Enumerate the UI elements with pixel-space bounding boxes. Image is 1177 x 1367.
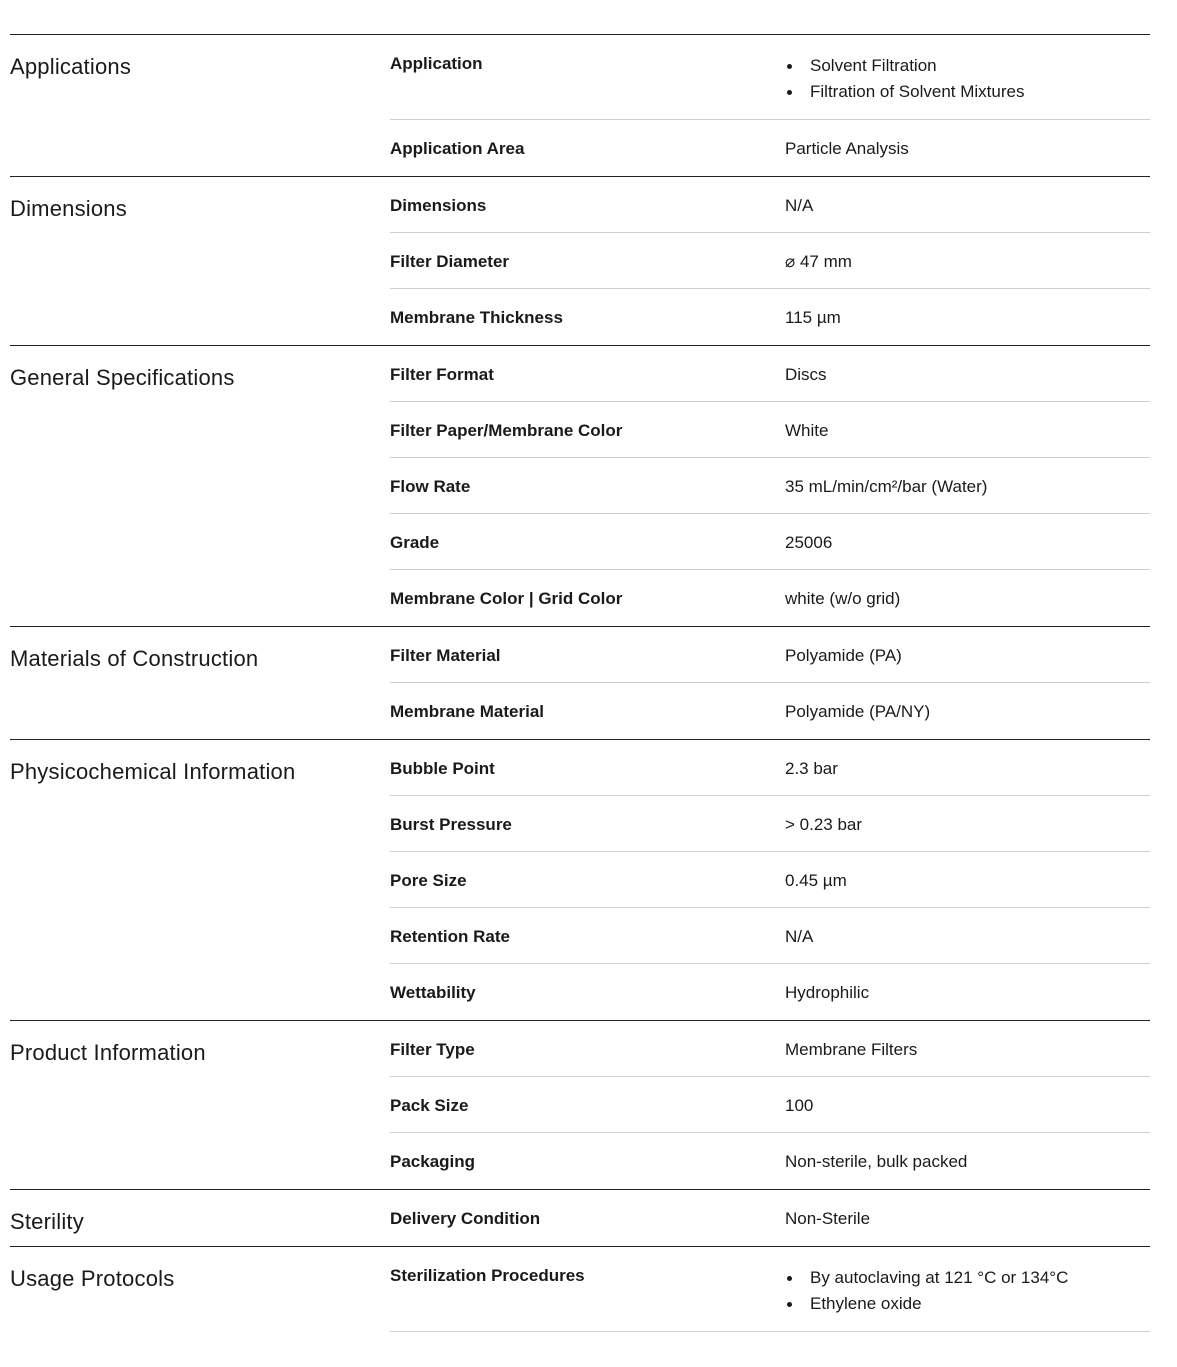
spec-value: Polyamide (PA) [785,646,902,665]
spec-section-product-information [10,1021,1150,1190]
spec-label: Filter Diameter [390,252,510,271]
spec-row-filter-paper-membrane-color [390,402,1150,458]
spec-value [785,35,1150,119]
spec-value: Discs [785,365,827,384]
spec-row-burst-pressure [390,796,1150,852]
spec-label: Membrane Color | Grid Color [390,589,623,608]
spec-value-list [785,53,1150,105]
spec-row-filter-diameter [390,233,1150,289]
spec-value: 0.45 µm [785,871,847,890]
section-title: General Specifications [10,365,235,390]
spec-row-application [390,35,1150,120]
spec-value: 100 [785,1096,814,1115]
spec-value: 25006 [785,533,833,552]
spec-row-retention-rate [390,908,1150,964]
spec-section-physicochemical-information [10,740,1150,1021]
section-rows [390,1247,1150,1332]
section-rows [390,627,1150,739]
spec-section-materials-of-construction [10,627,1150,740]
spec-value: Polyamide (PA/NY) [785,702,931,721]
specification-table [10,34,1150,1332]
spec-value: Non-sterile, bulk packed [785,1152,968,1171]
spec-value: 2.3 bar [785,759,838,778]
spec-section-sterility [10,1190,1150,1247]
section-title: Applications [10,54,132,79]
spec-value-list-item: Ethylene oxide [785,1291,1150,1317]
spec-value: Non-Sterile [785,1209,871,1228]
spec-label: Pore Size [390,871,467,890]
spec-value: ⌀ 47 mm [785,252,852,271]
spec-value: white (w/o grid) [785,589,901,608]
spec-label: Packaging [390,1152,476,1171]
spec-section-applications [10,35,1150,177]
spec-row-pack-size [390,1077,1150,1133]
spec-row-dimensions [390,177,1150,233]
section-rows [390,177,1150,345]
spec-row-application-area [390,120,1150,176]
spec-row-packaging [390,1133,1150,1189]
spec-label: Filter Type [390,1040,475,1059]
spec-row-delivery-condition [390,1190,1150,1246]
spec-label: Bubble Point [390,759,495,778]
spec-value-list-item: Solvent Filtration [785,53,1150,79]
spec-section-general-specifications [10,346,1150,627]
spec-row-membrane-color-grid-color [390,570,1150,626]
spec-value: Particle Analysis [785,139,909,158]
section-title: Product Information [10,1040,206,1065]
section-rows [390,346,1150,626]
spec-value: Hydrophilic [785,983,870,1002]
spec-label: Membrane Material [390,702,544,721]
spec-label: Burst Pressure [390,815,512,834]
spec-label: Filter Paper/Membrane Color [390,421,623,440]
spec-row-grade [390,514,1150,570]
section-title: Sterility [10,1209,84,1234]
spec-label: Retention Rate [390,927,510,946]
spec-label: Pack Size [390,1096,469,1115]
spec-label: Membrane Thickness [390,308,563,327]
spec-label: Application Area [390,139,525,158]
spec-row-membrane-material [390,683,1150,739]
section-rows [390,1021,1150,1189]
spec-row-filter-format [390,346,1150,402]
section-title: Physicochemical Information [10,759,296,784]
spec-value: 35 mL/min/cm²/bar (Water) [785,477,988,496]
spec-value [785,1247,1150,1331]
spec-label: Sterilization Procedures [390,1266,585,1285]
spec-label: Filter Format [390,365,494,384]
spec-row-membrane-thickness [390,289,1150,345]
spec-label: Filter Material [390,646,501,665]
section-rows [390,740,1150,1020]
spec-section-dimensions [10,177,1150,346]
spec-row-bubble-point [390,740,1150,796]
spec-value-list-item: By autoclaving at 121 °C or 134°C [785,1265,1150,1291]
spec-value: 115 µm [785,308,841,327]
spec-label: Grade [390,533,440,552]
spec-value: > 0.23 bar [785,815,863,834]
spec-value: Membrane Filters [785,1040,918,1059]
spec-row-filter-type [390,1021,1150,1077]
spec-label: Wettability [390,983,476,1002]
section-rows [390,1190,1150,1246]
spec-value-list-item: Filtration of Solvent Mixtures [785,79,1150,105]
section-title: Dimensions [10,196,127,221]
section-title: Usage Protocols [10,1266,175,1291]
section-title: Materials of Construction [10,646,259,671]
spec-label: Dimensions [390,196,487,215]
spec-row-filter-material [390,627,1150,683]
spec-value-list [785,1265,1150,1317]
spec-row-flow-rate [390,458,1150,514]
spec-label: Delivery Condition [390,1209,541,1228]
spec-row-wettability [390,964,1150,1020]
spec-value: N/A [785,196,814,215]
spec-label: Flow Rate [390,477,471,496]
spec-section-usage-protocols [10,1247,1150,1332]
spec-row-pore-size [390,852,1150,908]
spec-value: N/A [785,927,814,946]
spec-label: Application [390,54,483,73]
spec-row-sterilization-procedures [390,1247,1150,1332]
section-rows [390,35,1150,176]
spec-value: White [785,421,829,440]
